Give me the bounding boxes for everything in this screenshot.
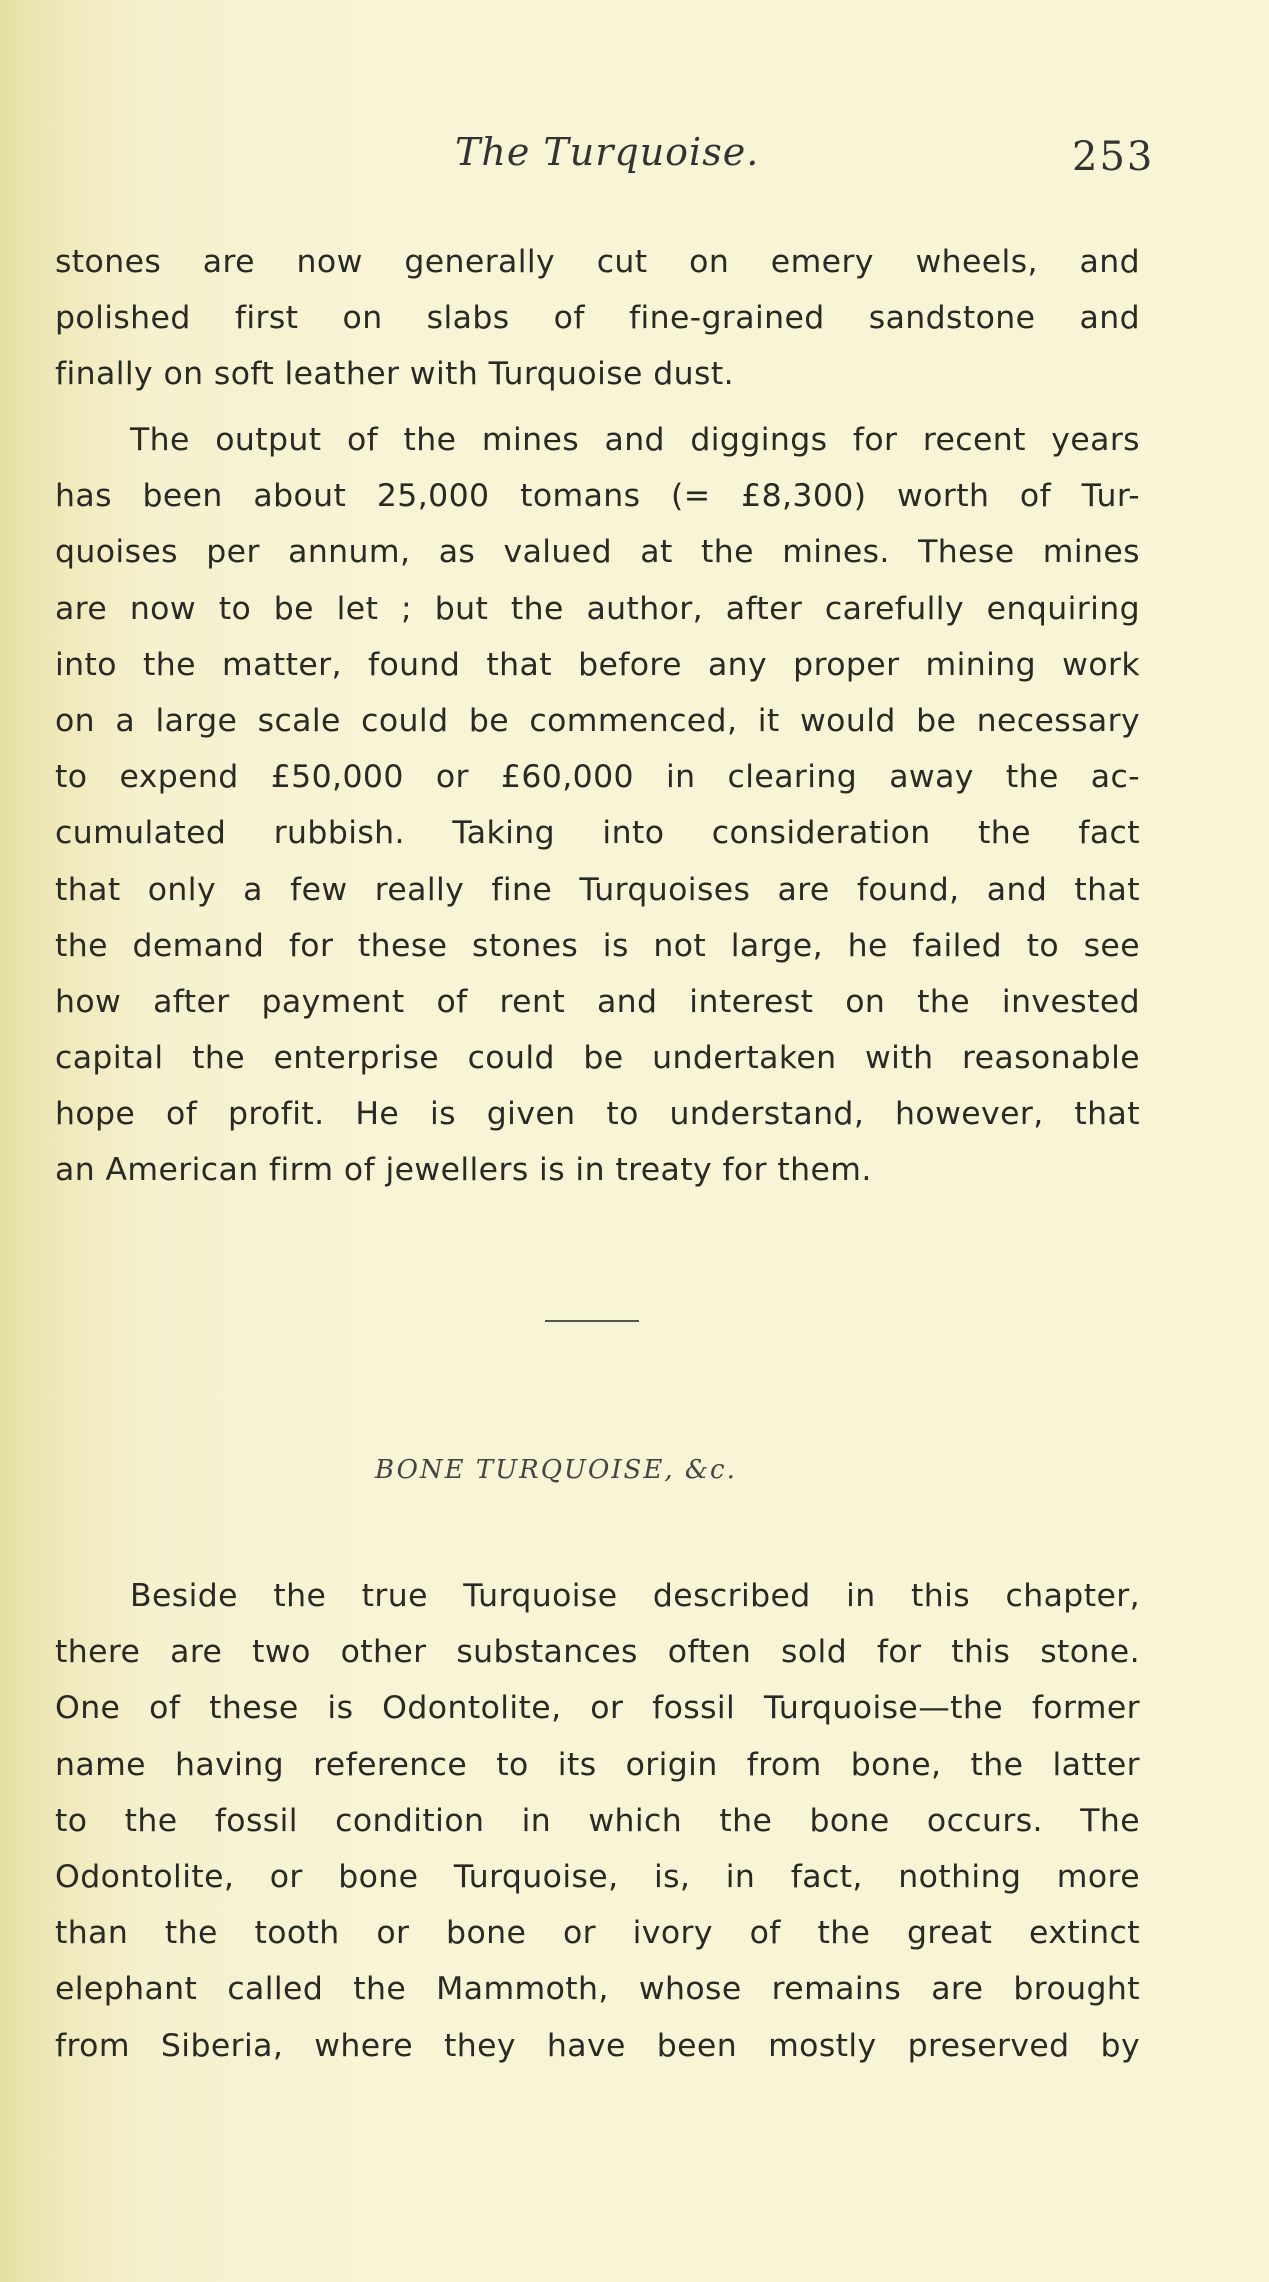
page-number: 253 (1072, 134, 1155, 180)
text-line: polished first on slabs of fine-grained sandstone and (55, 300, 1140, 337)
text-line: The output of the mines and diggings for recent years (130, 422, 1140, 458)
text-line: Beside the true Turquoise described in this chapter, (130, 1578, 1140, 1614)
text-line: Odontolite, or bone Turquoise, is, in fact, nothing more (55, 1858, 1140, 1895)
text-line: are now to be let ; but the author, after carefully enquiring (55, 590, 1140, 627)
text-line: has been about 25,000 tomans (= £8,300) worth of Tur- (55, 478, 1140, 515)
text-line: to the fossil condition in which the bone occurs. The (55, 1802, 1140, 1839)
text-line: One of these is Odontolite, or fossil Turquoise—the former (55, 1690, 1140, 1727)
text-line: capital the enterprise could be undertaken with reasonable (55, 1040, 1140, 1077)
text-line: how after payment of rent and interest on the invested (55, 983, 1140, 1020)
text-line: an American firm of jewellers is in treaty for them. (55, 1152, 872, 1189)
text-line: than the tooth or bone or ivory of the great extinct (55, 1915, 1140, 1952)
text-line: to expend £50,000 or £60,000 in clearing away the ac- (55, 759, 1140, 796)
section-heading: BONE TURQUOISE, &c. (375, 1455, 737, 1485)
text-line: name having reference to its origin from bone, the latter (55, 1746, 1140, 1783)
text-line: hope of profit. He is given to understand, however, that (55, 1096, 1140, 1133)
text-line: into the matter, found that before any proper mining work (55, 646, 1140, 683)
text-line: on a large scale could be commenced, it would be necessary (55, 702, 1140, 739)
text-line: cumulated rubbish. Taking into consideration the fact (55, 815, 1140, 852)
section-divider-rule (545, 1320, 639, 1322)
text-line: finally on soft leather with Turquoise dust. (55, 356, 734, 393)
text-line: elephant called the Mammoth, whose remains are brought (55, 1971, 1140, 2008)
running-head (0, 130, 1269, 190)
text-line: there are two other substances often sold for this stone. (55, 1634, 1140, 1671)
text-line: quoises per annum, as valued at the mines. These mines (55, 534, 1140, 571)
paragraph-bone-turquoise (55, 1568, 1140, 2074)
text-line: stones are now generally cut on emery wheels, and (55, 244, 1140, 280)
running-title: The Turquoise. (455, 130, 760, 174)
text-line: the demand for these stones is not large, he failed to see (55, 927, 1140, 964)
text-line: from Siberia, where they have been mostly preserved by (55, 2027, 1140, 2064)
paragraph-continuation (55, 234, 1140, 403)
paragraph-output-of-mines (55, 412, 1140, 1199)
text-line: that only a few really fine Turquoises are found, and that (55, 871, 1140, 908)
